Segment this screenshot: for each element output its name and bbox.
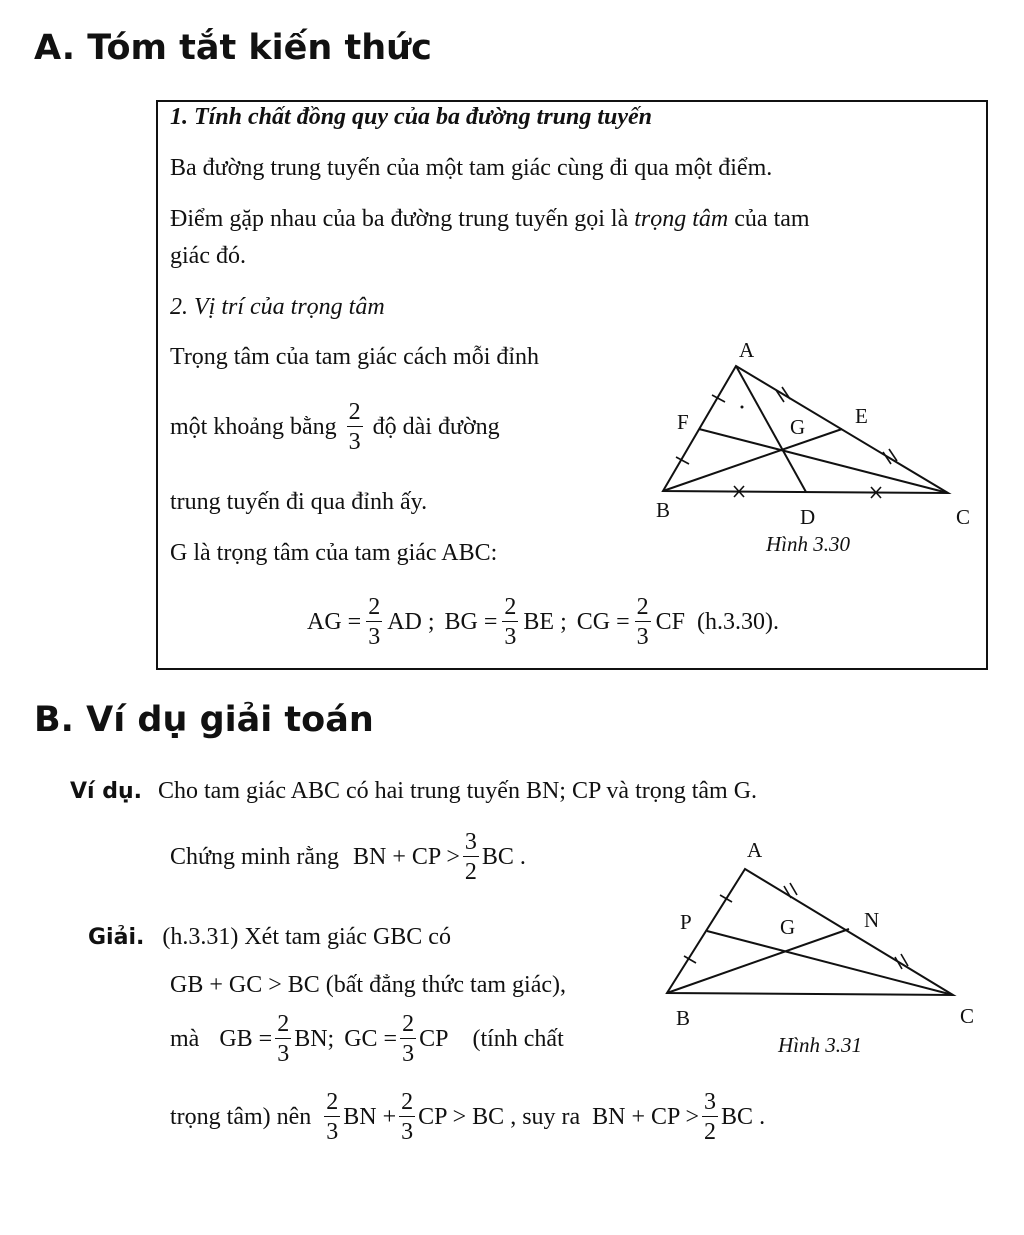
label-b-2: B (676, 1006, 691, 1030)
label-g: G (790, 415, 806, 439)
fraction-two-thirds (400, 1012, 416, 1066)
label-b: B (656, 498, 671, 522)
fraction-numerator: 2 (368, 594, 381, 620)
item1-title-text: 1. Tính chất đồng quy của ba đường trung tuyến (170, 104, 653, 130)
label-g-2: G (780, 915, 796, 939)
term-trong-tam: trọng tâm (634, 206, 729, 232)
figure-3-31 (660, 855, 980, 1005)
formula-cf: CF (655, 608, 685, 635)
sol4-d: BN + CP > (592, 1103, 700, 1130)
fraction-two-thirds (635, 595, 651, 649)
figure-3-31-caption: Hình 3.31 (778, 1033, 862, 1057)
section-a-title: A. Tóm tắt kiến thức (34, 28, 432, 68)
sol4-b: BN + (343, 1103, 397, 1130)
sol4-e: BC . (721, 1103, 766, 1130)
formula-bg: BG = (444, 608, 498, 635)
example-line (70, 778, 757, 805)
prove-line (170, 830, 526, 884)
fraction-denominator: 3 (348, 429, 361, 455)
solution-line-1 (88, 924, 451, 951)
item1-p2-text-b: của tam (734, 206, 810, 232)
fraction-two-thirds (324, 1090, 340, 1144)
median-be (663, 429, 842, 491)
label-c: C (956, 505, 971, 529)
centroid-formula (307, 595, 779, 649)
label-c-2: C (960, 1004, 975, 1028)
fraction-numerator: 2 (277, 1011, 290, 1037)
fraction-denominator: 3 (277, 1041, 290, 1067)
solution-text-1: (h.3.31) Xét tam giác GBC có (162, 924, 451, 950)
fraction-denominator: 3 (368, 624, 381, 650)
prove-rhs: BC . (481, 843, 526, 870)
fraction-numerator: 2 (402, 1011, 415, 1037)
fraction-denominator: 3 (326, 1119, 339, 1145)
prove-lhs: BN + CP > (353, 843, 460, 870)
fraction-numerator: 2 (348, 399, 361, 425)
item1-paragraph-2-cont: giác đó. (170, 243, 246, 269)
item2-line-4: G là trọng tâm của tam giác ABC: (170, 540, 498, 566)
sol3-a: mà (170, 1025, 200, 1052)
item1-paragraph-2 (170, 206, 810, 233)
median-cf (699, 429, 948, 493)
fraction-denominator: 3 (504, 624, 517, 650)
label-n: N (864, 908, 880, 932)
fraction-numerator: 2 (504, 594, 517, 620)
fraction-numerator: 2 (401, 1089, 414, 1115)
solution-label: Giải. (88, 925, 145, 950)
sol3-c: BN; (294, 1025, 335, 1052)
item2-l2-text-b: độ dài đường (372, 413, 500, 440)
item2-title (170, 294, 385, 321)
example-label: Ví dụ. (70, 779, 142, 804)
formula-cg: CG = (576, 608, 630, 635)
sol3-d: GC = (344, 1025, 398, 1052)
figure-3-30-caption: Hình 3.30 (766, 532, 850, 556)
item2-line-3: trung tuyến đi qua đỉnh ấy. (170, 489, 428, 515)
item1-p2-text-a: Điểm gặp nhau của ba đường trung tuyến gọi là (170, 206, 629, 232)
fraction-two-thirds (275, 1012, 291, 1066)
sol3-f: (tính chất (472, 1025, 564, 1052)
solution-line-2: GB + GC > BC (bất đẳng thức tam giác), (170, 972, 567, 998)
fraction-denominator: 3 (401, 1119, 414, 1145)
sol4-a: trọng tâm) nên (170, 1103, 312, 1130)
formula-be: BE ; (523, 608, 567, 635)
fraction-denominator: 2 (704, 1119, 717, 1145)
fraction-numerator: 3 (464, 829, 477, 855)
item2-l2-text-a: một khoảng bằng (170, 413, 337, 440)
formula-ag: AG = (307, 608, 362, 635)
triangle-abc (663, 366, 948, 493)
fraction-three-halves (702, 1090, 718, 1144)
label-a-2: A (747, 838, 763, 862)
fraction-two-thirds (502, 595, 518, 649)
item2-line-1: Trọng tâm của tam giác cách mỗi đỉnh (170, 344, 540, 370)
median-cp (707, 931, 953, 995)
fraction-two-thirds (399, 1090, 415, 1144)
sol3-e: CP (419, 1025, 449, 1052)
fraction-numerator: 3 (704, 1089, 717, 1115)
prove-text: Chứng minh rằng (170, 843, 339, 870)
formula-figure-ref: (h.3.30). (697, 608, 779, 635)
label-e: E (855, 404, 868, 428)
sol3-b: GB = (219, 1025, 273, 1052)
item1-title (170, 104, 652, 131)
sol4-c: CP > BC , suy ra (418, 1103, 581, 1130)
section-b-title: B. Ví dụ giải toán (34, 700, 374, 740)
fraction-denominator: 2 (464, 859, 477, 885)
fraction-numerator: 2 (636, 594, 649, 620)
label-a: A (739, 338, 755, 362)
fraction-two-thirds (366, 595, 382, 649)
formula-ad: AD ; (387, 608, 435, 635)
label-d: D (800, 505, 816, 529)
label-p: P (680, 910, 692, 934)
fraction-two-thirds (347, 400, 363, 454)
item1-paragraph-1: Ba đường trung tuyến của một tam giác cùng đi qua một điểm. (170, 155, 773, 181)
item2-line-2 (170, 400, 500, 454)
fraction-numerator: 2 (326, 1089, 339, 1115)
fraction-three-halves (463, 830, 479, 884)
fraction-denominator: 3 (402, 1041, 415, 1067)
solution-line-3 (170, 1012, 564, 1066)
label-f: F (677, 410, 689, 434)
example-text: Cho tam giác ABC có hai trung tuyến BN; CP và trọng tâm G. (158, 778, 758, 804)
item2-title-text: 2. Vị trí của trọng tâm (170, 294, 385, 320)
fraction-denominator: 3 (636, 624, 649, 650)
solution-line-4 (170, 1090, 765, 1144)
